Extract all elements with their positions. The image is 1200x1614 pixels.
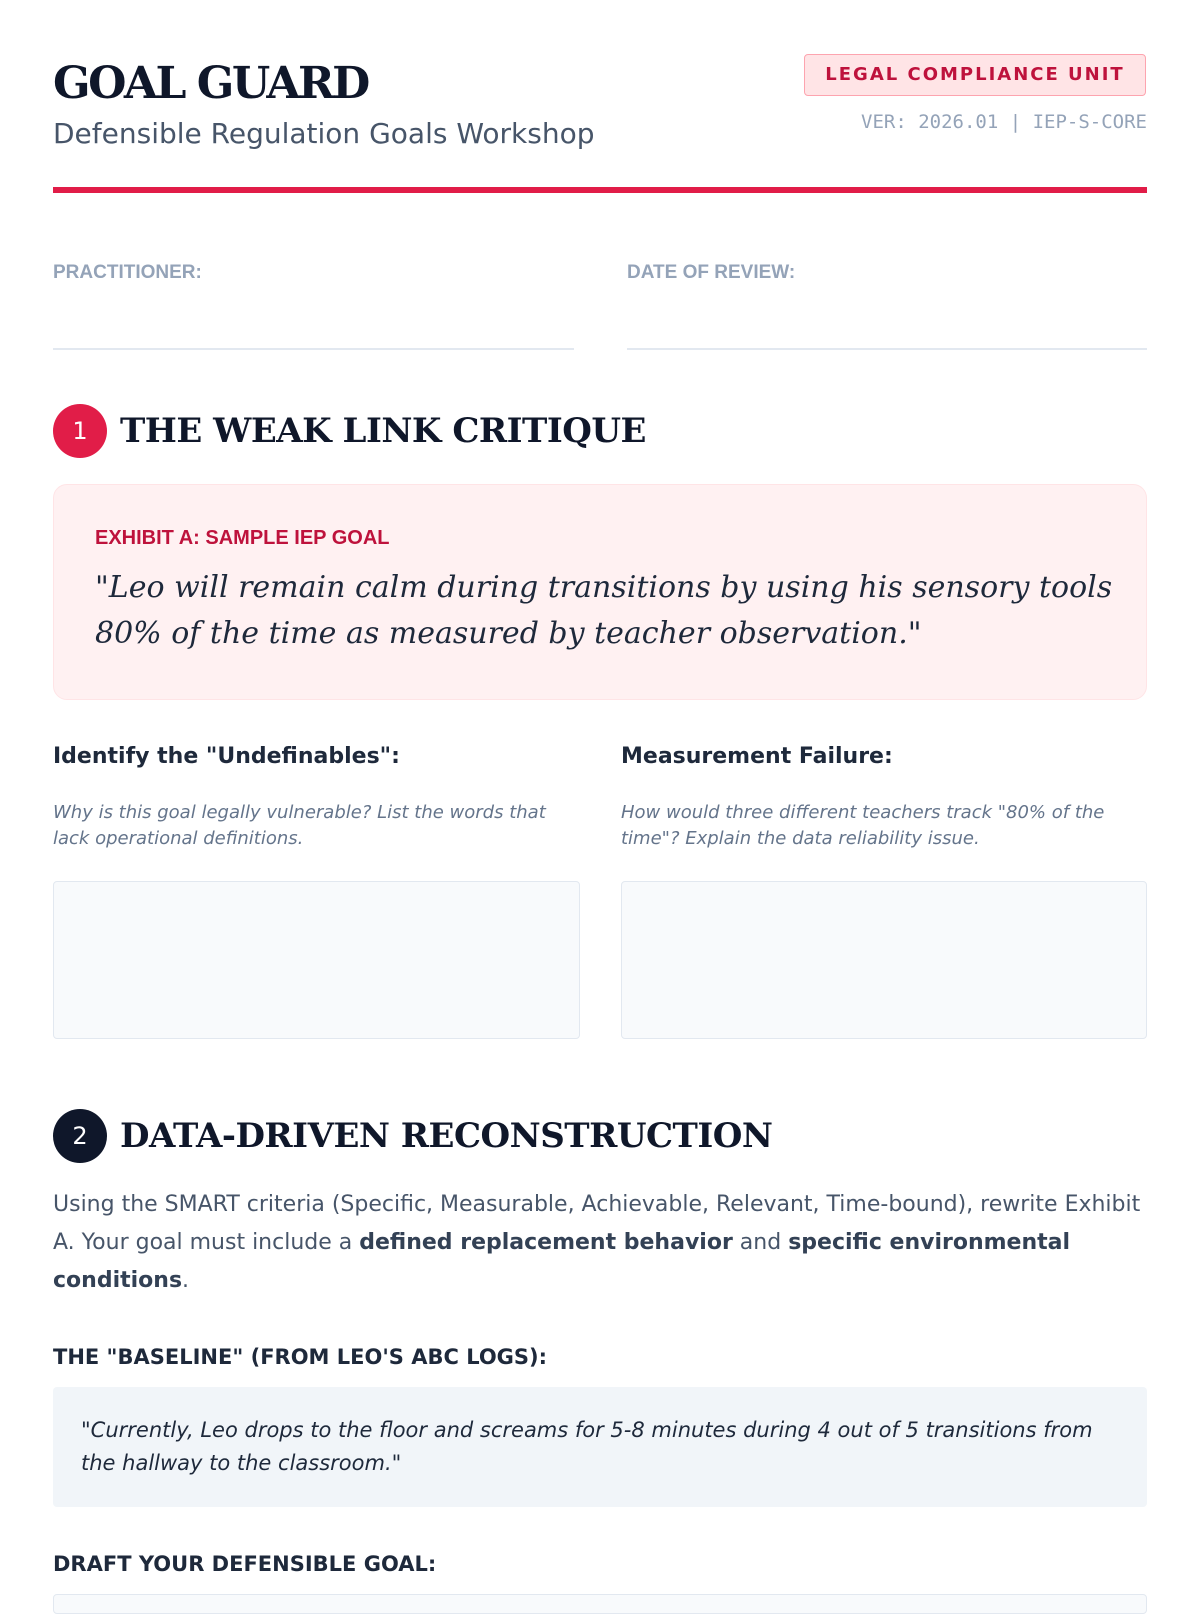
section-2-title: DATA-DRIVEN RECONSTRUCTION	[120, 1116, 773, 1156]
undefinables-answer-box[interactable]	[53, 881, 580, 1039]
undefinables-hint: Why is this goal legally vulnerable? List the words that lack operational definitions.	[53, 802, 546, 849]
practitioner-label: PRACTITIONER:	[53, 262, 202, 283]
version-label: VER: 2026.01 | IEP-S-CORE	[861, 111, 1147, 133]
measurement-failure-heading: Measurement Failure:	[621, 744, 893, 769]
instructions-bold-environmental-conditions: specific environmental conditions	[53, 1230, 1071, 1293]
instructions-text-1: Using the SMART criteria (Specific, Measurable, Achievable, Relevant, Time-bound), rewrite Exhibit A. Your goal must include a	[53, 1192, 1141, 1255]
measurement-failure-answer-box[interactable]	[621, 881, 1147, 1039]
draft-goal-label: DRAFT YOUR DEFENSIBLE GOAL:	[53, 1552, 437, 1576]
practitioner-field[interactable]	[53, 300, 574, 340]
baseline-label: THE "BASELINE" (FROM LEO'S ABC LOGS):	[53, 1345, 548, 1369]
instructions-bold-replacement-behavior: defined replacement behavior	[359, 1230, 733, 1255]
section-2-instructions	[53, 1186, 1147, 1300]
section-2-number-badge: 2	[53, 1109, 107, 1163]
section-1-number-badge: 1	[53, 404, 107, 458]
baseline-quote: "Currently, Leo drops to the floor and screams for 5-8 minutes during 4 out of 5 transitions from the hallway to the classroom."	[81, 1418, 1093, 1475]
instructions-text-2: and	[732, 1230, 789, 1255]
practitioner-underline	[53, 348, 574, 350]
page-subtitle: Defensible Regulation Goals Workshop	[53, 117, 595, 150]
date-of-review-field[interactable]	[627, 300, 1147, 340]
brand-title: GOAL GUARD	[53, 58, 368, 109]
draft-goal-answer-box[interactable]	[53, 1594, 1147, 1614]
instructions-text-3: .	[182, 1268, 190, 1293]
section-1-title: THE WEAK LINK CRITIQUE	[120, 411, 646, 451]
measurement-failure-hint: How would three different teachers track "80% of the time"? Explain the data reliability issue.	[621, 802, 1105, 849]
undefinables-heading: Identify the "Undefinables":	[53, 744, 400, 769]
date-of-review-underline	[627, 348, 1147, 350]
compliance-badge: LEGAL COMPLIANCE UNIT	[804, 54, 1146, 96]
exhibit-a-label: EXHIBIT A: SAMPLE IEP GOAL	[95, 527, 390, 549]
header-divider	[53, 187, 1147, 193]
exhibit-a-quote: "Leo will remain calm during transitions by using his sensory tools 80% of the time as measured by teacher observation."	[95, 570, 1113, 651]
date-of-review-label: DATE OF REVIEW:	[627, 262, 796, 283]
